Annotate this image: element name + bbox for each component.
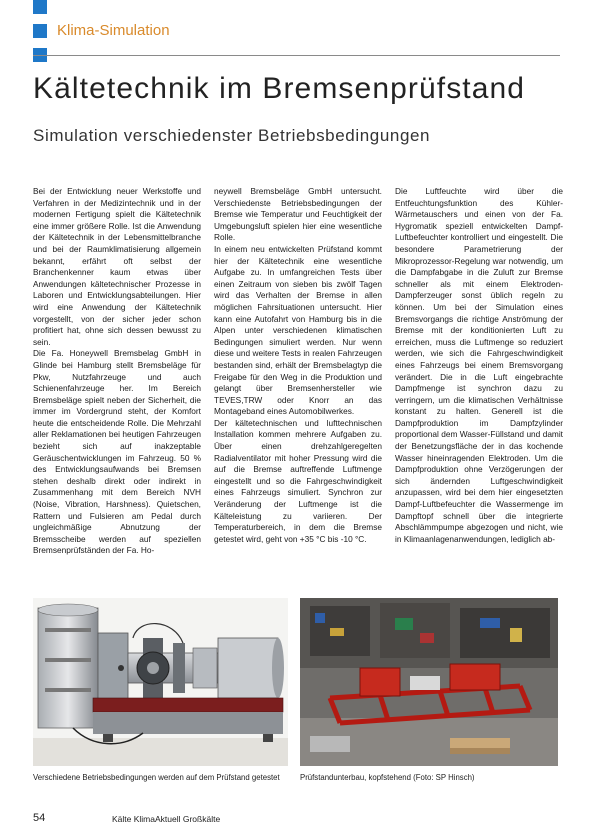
text-column-2 bbox=[214, 186, 382, 586]
text-column-3 bbox=[395, 186, 563, 586]
article-body bbox=[33, 186, 563, 586]
figure-caption-left: Verschiedene Betriebsbedingungen werden auf dem Prüfstand getestet bbox=[33, 773, 280, 782]
paragraph: Die Luftfeuchte wird über die Entfeuchtungsfunktion des Kühler-Wärmetauschers und einen von der Fa. Hygromatik speziell entwickelten Dampf-Luftbefeuchter kontrolliert und eingestellt. Die besondere Parametrierung der Mikroprozessor-Regelung war notwendig, um die Dampfabgabe in die Zuluft zur Bremse schneller als mit einem Elektroden-Dampferzeuger sonst üblich regeln zu können. Um bei der Simulation eines Bremsvorgangs die richtige Anströmung der Bremse mit der konditionierten Luft zu erreichen, muss die Luftmenge so reduziert werden, wie sich die Fahrgeschwindigkeit eines Fahrzeugs bei einem Bremsvorgang verändert. Die in die Luft eingebrachte Dampfmenge ist synchron dazu zu verringern, um die klimatischen Verhältnisse konstant zu halten. Generell ist die Dampfproduktion im Dampfzylinder proportional dem Wasser-Füllstand und damit der Benetzungsfläche der in das kochende Wasser hineinragenden Elektroden. Um die Dampfproduktion ohne Verzögerungen der sich ändernden Luftgeschwindigkeit anzupassen, wird bei dem hier eingesetzten Dampf-Luftbefeuchter die Wassermenge im Dampftopf schnell über die integrierte Abschlämmpumpe abgezogen und nicht, wie in Klimaanlagenanwendungen, lediglich ab- bbox=[395, 186, 563, 544]
test-stand-photo bbox=[33, 598, 288, 766]
figure-caption-right: Prüfstandunterbau, kopfstehend (Foto: SP Hinsch) bbox=[300, 773, 475, 782]
page-number: 54 bbox=[33, 812, 46, 824]
magazine-name: Kälte KlimaAktuell Großkälte bbox=[112, 814, 221, 824]
article-subtitle: Simulation verschiedenster Betriebsbedingungen bbox=[33, 126, 431, 145]
paragraph: neywell Bremsbeläge GmbH untersucht. Verschiedenste Betriebsbedingungen der Bremse wie Temperatur und Feuchtigkeit der Umgebungsluft spielen hier eine wesentliche Rolle. bbox=[214, 186, 382, 243]
section-label: Klima-Simulation bbox=[57, 22, 170, 39]
text-column-1 bbox=[33, 186, 201, 586]
article-title: Kältetechnik im Bremsenprüfstand bbox=[33, 72, 526, 105]
paragraph: Die Fa. Honeywell Bremsbelag GmbH in Glinde bei Hamburg stellt Bremsbeläge für Pkw, Nutzfahrzeuge und auch Schienenfahrzeuge her. Im Bereich Bremsbeläge spielt neben der Sicherheit, die immer im Vordergrund steht, der Komfort heute die entscheidende Rolle. Die Mehrzahl aller Reklamationen bei heutigen Fahrzeugen bezieht sich auf inakzeptable Geräuschentwicklungen im Fahrzeug. 50 % des Entwicklungsaufwands bei Bremsen stehen deshalb direkt oder indirekt in Zusammenhang mit dem Bereich NVH (Noise, Vibration, Harshness). Quietschen, Rattern und Fulsieren am Pedal durch ungleichmäßige Abnutzung der Bremsscheibe werden auf speziellen Bremsenprüfständen der Fa. Ho- bbox=[33, 348, 201, 556]
test-stand-illustration bbox=[33, 598, 288, 766]
header-rule bbox=[33, 55, 560, 56]
paragraph: Der kältetechnischen und lufttechnischen Installation kommen mehrere Aufgaben zu. Über einen drehzahlgeregelten Radialventilator mit hoher Pressung wird die auf die Bremse auftreffende Luftmenge eingestellt und so die Fahrgeschwindigkeit eines Fahrzeugs simuliert. Synchron zur Veränderung der Luftmenge ist die Kälteleistung zu variieren. Der Temperaturbereich, in dem die Bremse getestet wird, geht von +35 °C bis -10 °C. bbox=[214, 417, 382, 544]
paragraph: In einem neu entwickelten Prüfstand kommt hier der Kältetechnik eine wesentliche Aufgabe zu. In umfangreichen Tests über einen Zeitraum von sieben bis zwölf Tagen wird das Verhalten der Bremse in allen möglichen Fahrsituationen untersucht. Hier kann eine Autofahrt von Hamburg bis in die Alpen unter verschiedenen klimatischen Bedingungen simuliert werden. Nur wenn diese und weitere Tests in realen Fahrzeugen bestanden sind, erhält der Bremsbelagtyp die Freigabe für den Weg in die Produktion und gelangt über Bremsenhersteller wie TEVES,TRW oder Knorr an das Montageband eines Automobilwerkes. bbox=[214, 243, 382, 417]
blue-square-decoration bbox=[33, 24, 47, 38]
paragraph: Bei der Entwicklung neuer Werkstoffe und Verfahren in der Medizintechnik und in der modernen Fertigung spielt die Kältetechnik eine immer größere Rolle. Ist die Anwendung der Kältetechnik in der Lebensmittelbranche und bei der Raumklimatisierung allgemein bekannt, erfährt oft selbst der Branchenkenner kaum etwas über Anwendungen kältetechnischer Prozesse in Laboren und Entwicklungsabteilungen. Hier wird eine Anwendung der Kältetechnik vorgestellt, von der sicher jeder schon profitiert hat, ohne sich dessen bewusst zu sein. bbox=[33, 186, 201, 347]
blue-square-decoration bbox=[33, 0, 47, 14]
test-stand-frame-photo bbox=[300, 598, 558, 766]
frame-illustration bbox=[300, 598, 558, 766]
